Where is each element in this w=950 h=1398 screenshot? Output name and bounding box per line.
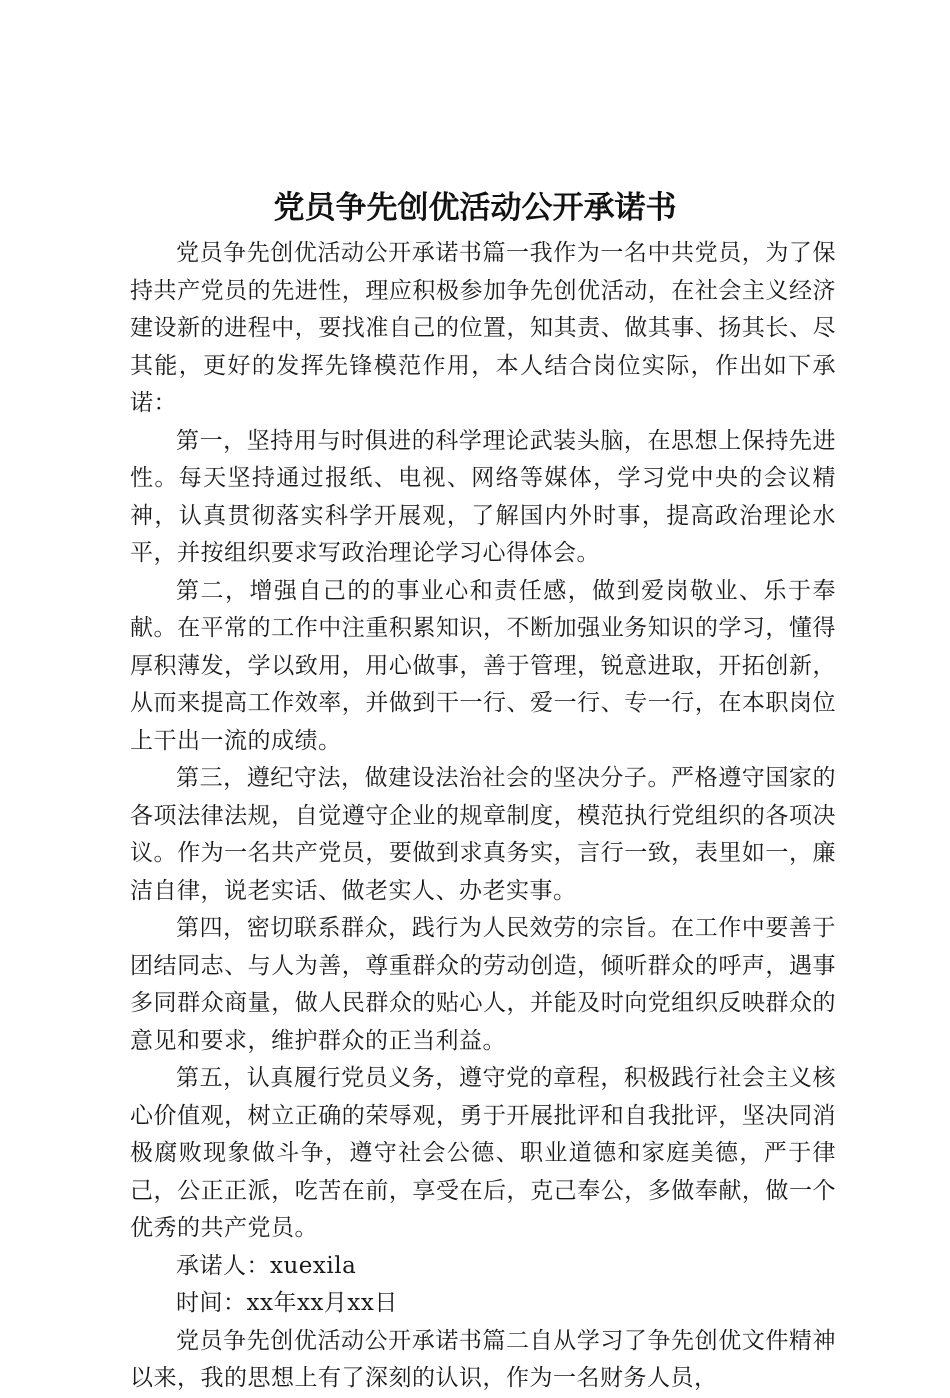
second-article-paragraph: 党员争先创优活动公开承诺书篇二自从学习了争先创优文件精神以来，我的思想上有了深刻的认识，作为一名财务人员，	[130, 1327, 836, 1391]
signer-line: 承诺人：xuexila	[176, 1252, 357, 1279]
date-line: 时间：xx年xx月xx日	[176, 1290, 398, 1316]
pledge-paragraph-4: 第四，密切联系群众，践行为人民效劳的宗旨。在工作中要善于团结同志、与人为善，尊重群众的劳动创造，倾听群众的呼声，遇事多同群众商量，做人民群众的贴心人，并能及时向党组织反映群众的意见和要求，维护群众的正当利益。	[130, 915, 836, 1054]
pledge-paragraph-5: 第五，认真履行党员义务，遵守党的章程，积极践行社会主义核心价值观，树立正确的荣辱观，勇于开展批评和自我批评，坚决同消极腐败现象做斗争，遵守社会公德、职业道德和家庭美德，严于律己，公正正派，吃苦在前，享受在后，克己奉公，多做奉献，做一个优秀的共产党员。	[130, 1065, 836, 1241]
document-title: 党员争先创优活动公开承诺书	[273, 190, 677, 226]
pledge-paragraph-1: 第一，坚持用与时俱进的科学理论武装头脑，在思想上保持先进性。每天坚持通过报纸、电视、网络等媒体，学习党中央的会议精神，认真贯彻落实科学开展观，了解国内外时事，提高政治理论水平，并按组织要求写政治理论学习心得体会。	[130, 427, 836, 566]
pledge-paragraph-2: 第二，增强自己的的事业心和责任感，做到爱岗敬业、乐于奉献。在平常的工作中注重积累知识，不断加强业务知识的学习，懂得厚积薄发，学以致用，用心做事，善于管理，锐意进取，开拓创新，从而来提高工作效率，并做到干一行、爱一行、专一行，在本职岗位上干出一流的成绩。	[130, 577, 836, 754]
intro-paragraph: 党员争先创优活动公开承诺书篇一我作为一名中共党员，为了保持共产党员的先进性，理应积极参加争先创优活动，在社会主义经济建设新的进程中，要找准自己的位置，知其责、做其事、扬其长、尽其能，更好的发挥先锋模范作用，本人结合岗位实际，作出如下承诺：	[130, 240, 836, 416]
document-body	[130, 235, 836, 1398]
pledge-paragraph-3: 第三，遵纪守法，做建设法治社会的坚决分子。严格遵守国家的各项法律法规，自觉遵守企业的规章制度，模范执行党组织的各项决议。作为一名共产党员，要做到求真务实，言行一致，表里如一，廉洁自律，说老实话、做老实人、办老实事。	[130, 765, 836, 904]
